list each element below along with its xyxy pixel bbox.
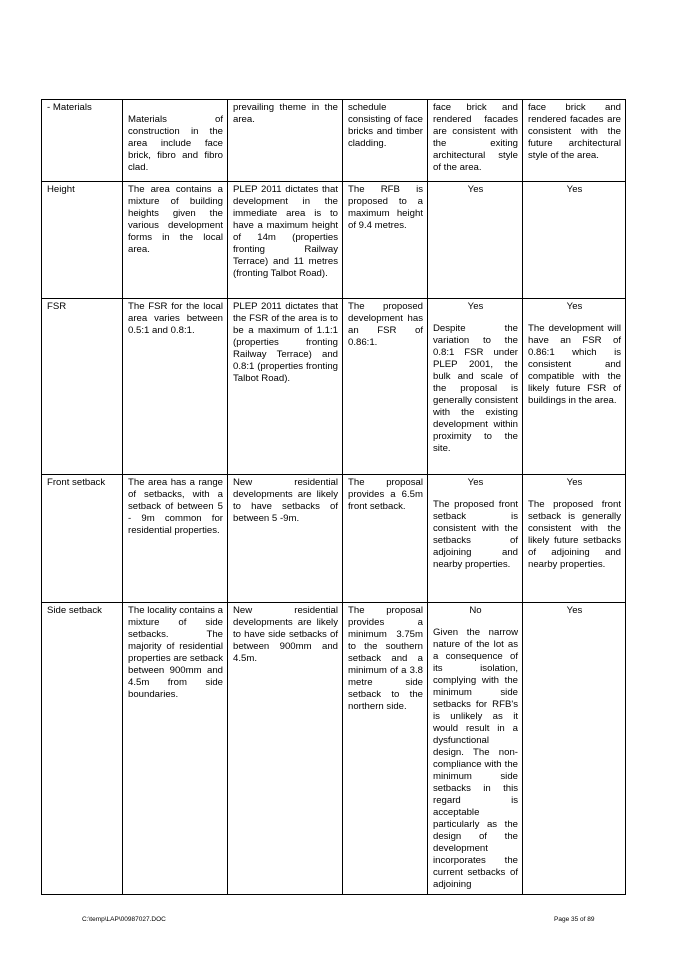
table-row [42, 299, 626, 475]
compliance-value: Yes [467, 184, 484, 195]
compliance-value: No [469, 605, 482, 616]
criterion-cell: Side setback [42, 603, 123, 895]
cell-text: Given the narrow nature of the lot as a consequence of its isolation, complying with the minimum side setbacks for RFB's is unlikely as it would result in a dysfunctional design. The non-compliance with the minimum side setbacks in this regard is acceptable particularly as the design of the development incorporates the current setbacks of adjoining [433, 627, 518, 890]
existing-character-cell: The FSR for the local area varies between 0.5:1 and 0.8:1. [123, 299, 228, 475]
table-row [42, 475, 626, 603]
cell-text: Materials of construction in the area include face brick, fibro and fibro clad. [128, 114, 223, 173]
existing-character-cell: The area contains a mixture of building heights given the various development forms in the local area. [123, 182, 228, 299]
consistent-future-cell [523, 182, 626, 299]
compliance-value: Yes [566, 184, 583, 195]
future-character-cell: PLEP 2011 dictates that development in the immediate area is to have a maximum height of 14m (properties fronting Railway Terrace) and 11 metres (fronting Talbot Road). [228, 182, 343, 299]
footer-page-number: Page 35 of 89 [554, 916, 595, 923]
criterion-cell: FSR [42, 299, 123, 475]
existing-character-cell [123, 100, 228, 182]
consistent-future-cell [523, 100, 626, 182]
criterion-cell: Front setback [42, 475, 123, 603]
footer-file-path: C:\temp\LAP\00987027.DOC [82, 916, 166, 923]
future-character-cell: PLEP 2011 dictates that the FSR of the area is to be a maximum of 1.1:1 (properties fronting Railway Terrace) and 0.8:1 (properties fronting Talbot Road). [228, 299, 343, 475]
existing-character-cell: The locality contains a mixture of side setbacks. The majority of residential properties are setback between 900mm and 4.5m from side boundaries. [123, 603, 228, 895]
compliance-value: Yes [467, 477, 484, 488]
proposal-cell: The proposed development has an FSR of 0.86:1. [343, 299, 428, 475]
cell-text: face brick and rendered facades are consistent with the future architectural style of the area. [528, 102, 621, 161]
cell-text: The proposed front setback is consistent with the setbacks of adjoining and nearby properties. [433, 499, 518, 570]
compliance-value: Yes [566, 605, 583, 616]
compliance-value: Yes [566, 477, 583, 488]
assessment-table [41, 99, 626, 895]
consistent-existing-cell [428, 475, 523, 603]
cell-text: The proposed front setback is generally consistent with the likely future setbacks of adjoining and nearby properties. [528, 499, 621, 570]
compliance-value: Yes [467, 301, 484, 312]
future-character-cell: New residential developments are likely to have setbacks of between 5 -9m. [228, 475, 343, 603]
table-row [42, 100, 626, 182]
consistent-existing-cell [428, 100, 523, 182]
proposal-cell: The proposal provides a 6.5m front setback. [343, 475, 428, 603]
compliance-value: Yes [566, 301, 583, 312]
future-character-cell: New residential developments are likely to have side setbacks of between 900mm and 4.5m. [228, 603, 343, 895]
table-row [42, 603, 626, 895]
future-character-cell: prevailing theme in the area. [228, 100, 343, 182]
consistent-future-cell [523, 299, 626, 475]
proposal-cell: The proposal provides a minimum 3.75m to the southern setback and a minimum of a 3.8 metre side setback to the northern side. [343, 603, 428, 895]
cell-text: The development will have an FSR of 0.86:1 which is consistent and compatible with the likely future FSR of buildings in the area. [528, 323, 621, 406]
cell-text: face brick and rendered facades are consistent with the exiting architectural style of the area. [433, 102, 518, 173]
cell-text: Despite the variation to the 0.8:1 FSR under PLEP 2001, the bulk and scale of the proposal is generally consistent with the existing development within proximity to the site. [433, 323, 518, 454]
consistent-existing-cell [428, 299, 523, 475]
consistent-existing-cell [428, 182, 523, 299]
consistent-future-cell [523, 603, 626, 895]
criterion-cell: Height [42, 182, 123, 299]
proposal-cell: schedule consisting of face bricks and timber cladding. [343, 100, 428, 182]
consistent-future-cell [523, 475, 626, 603]
criterion-cell: - Materials [42, 100, 123, 182]
proposal-cell: The RFB is proposed to a maximum height of 9.4 metres. [343, 182, 428, 299]
table-row [42, 182, 626, 299]
consistent-existing-cell [428, 603, 523, 895]
existing-character-cell: The area has a range of setbacks, with a setback of between 5 - 9m common for residential properties. [123, 475, 228, 603]
